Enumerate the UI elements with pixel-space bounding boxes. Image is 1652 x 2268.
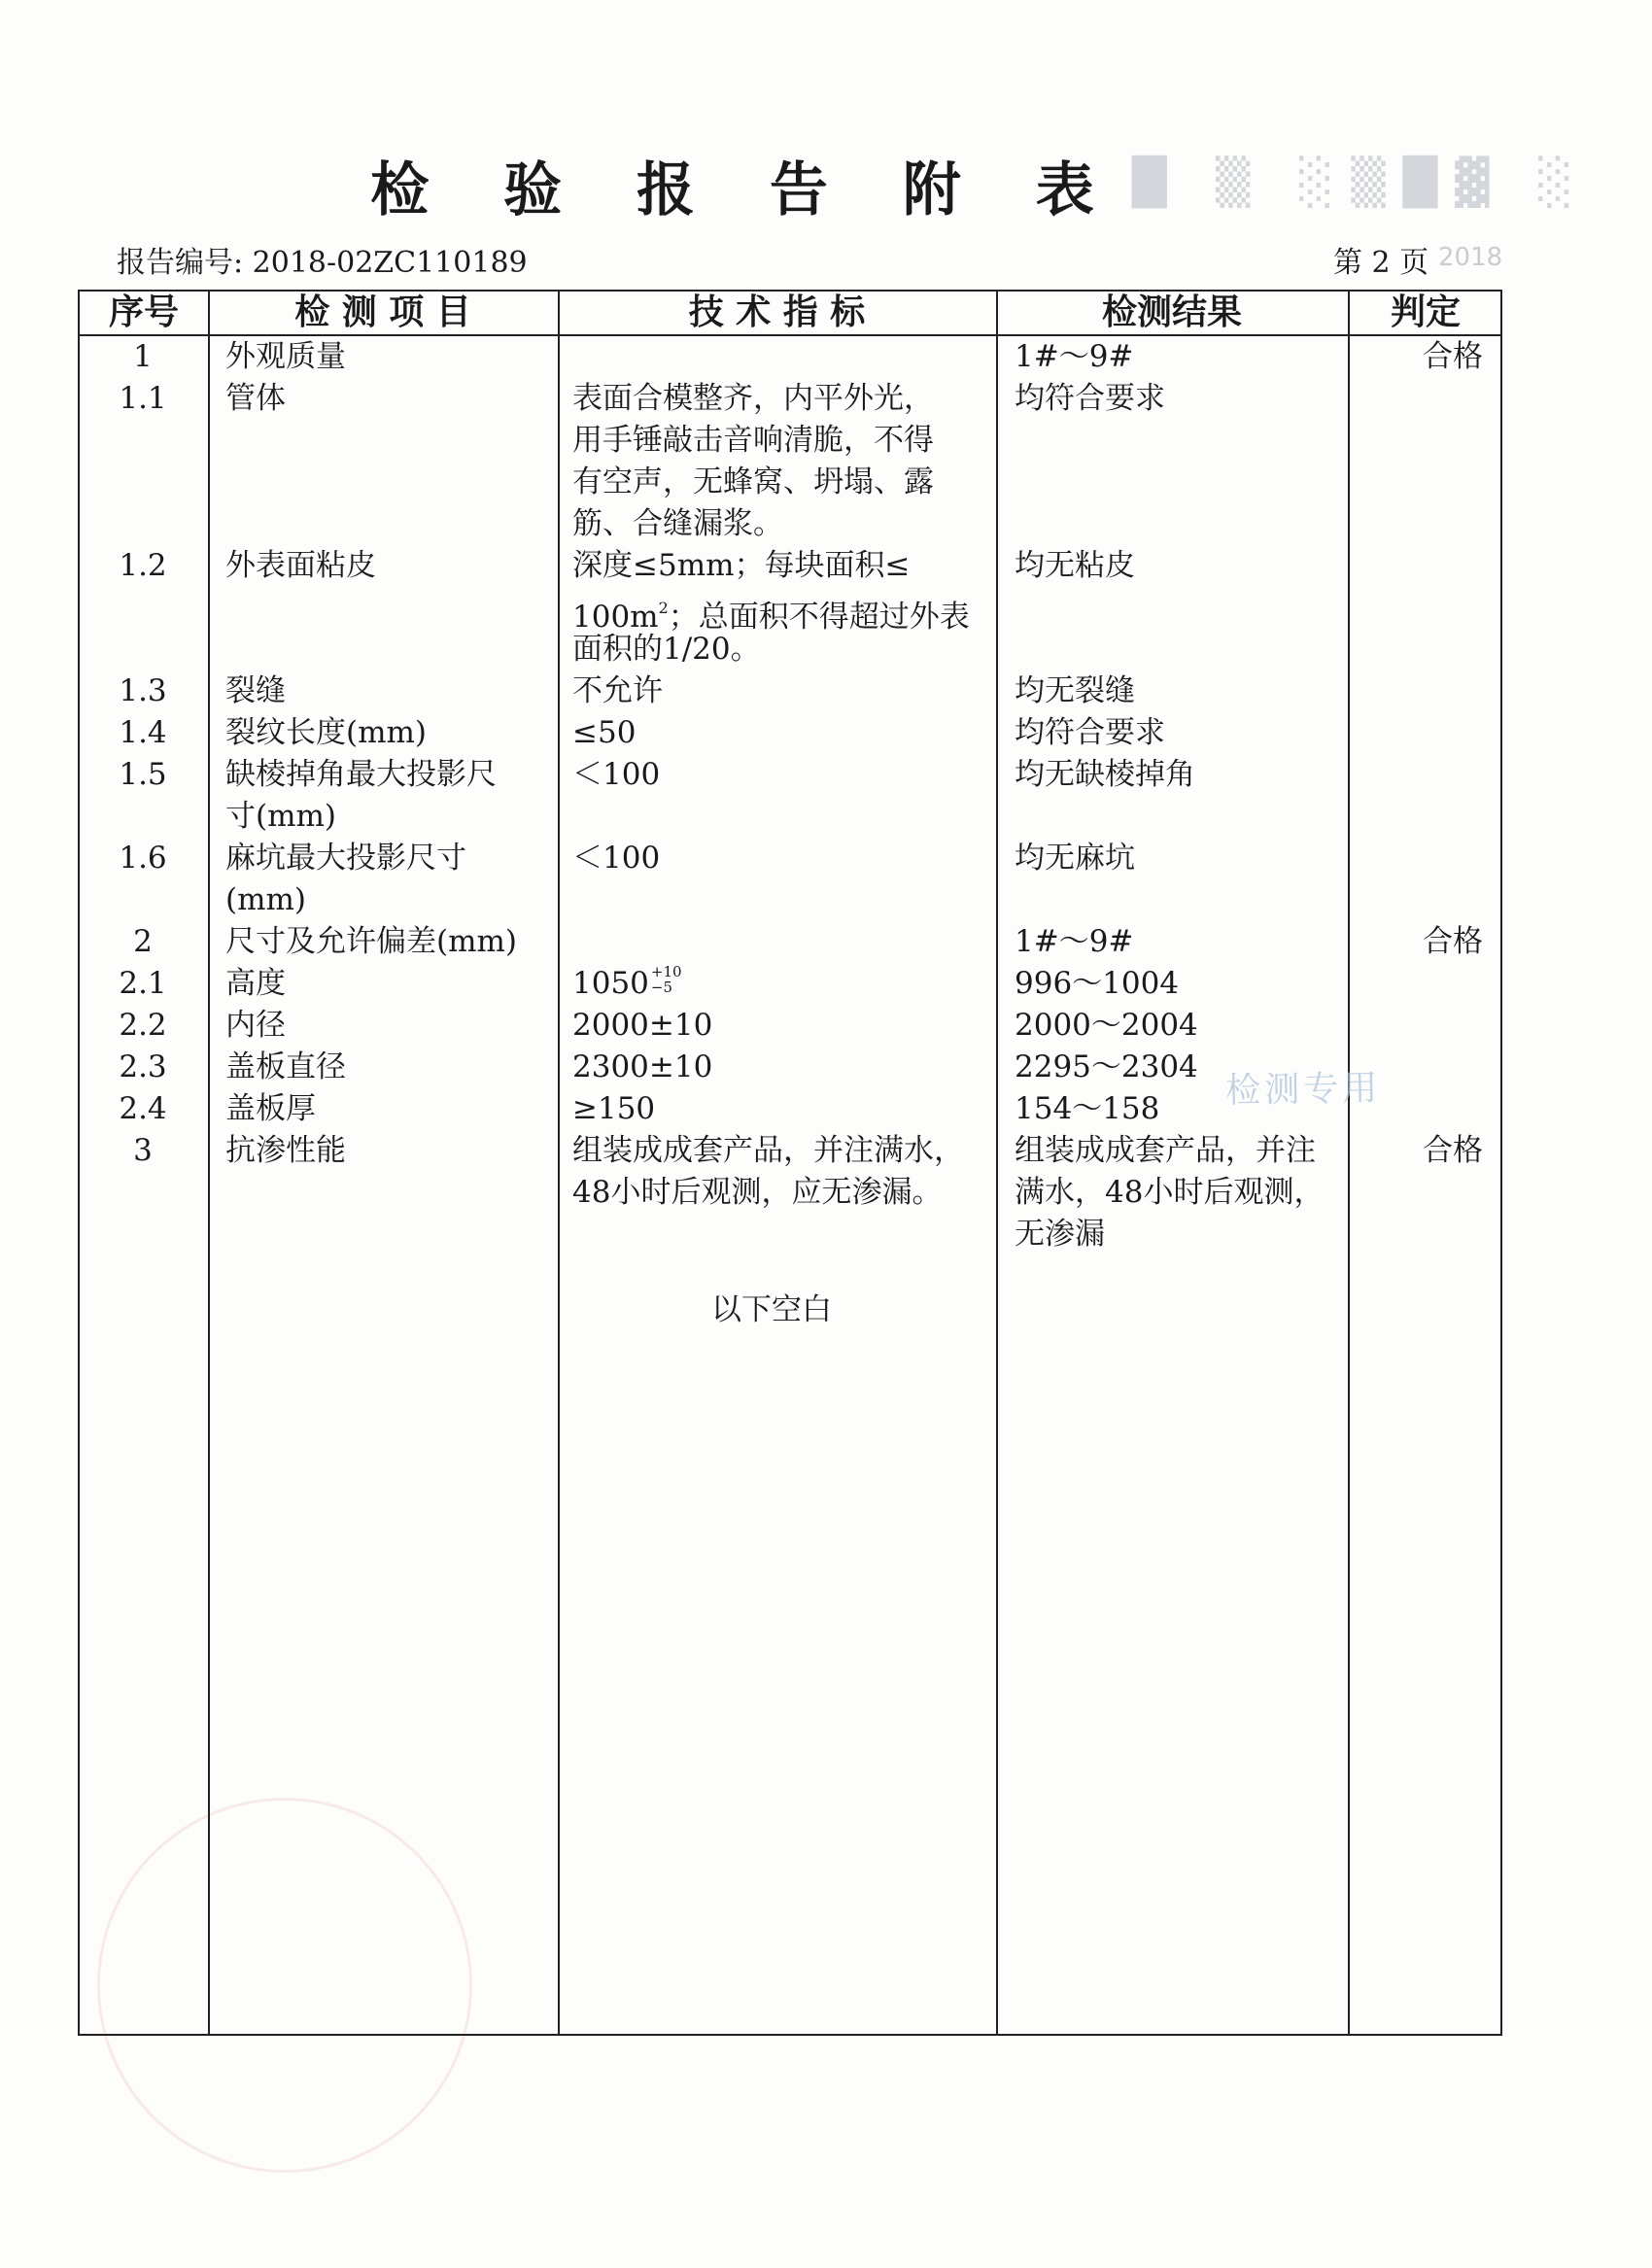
row-item: 管体 — [225, 381, 286, 416]
row-spec: 2000±10 — [572, 1008, 713, 1043]
row-result: 2295～2304 — [1015, 1049, 1198, 1084]
row-result-line: 无渗漏 — [1015, 1217, 1105, 1252]
column-divider — [208, 292, 210, 2034]
header-item: 检 测 项 目 — [294, 292, 471, 332]
row-item-line: 寸(mm) — [225, 799, 336, 834]
row-no: 1.2 — [119, 548, 167, 583]
row-result: 均无缺棱掉角 — [1015, 757, 1195, 792]
row-item: 外表面粘皮 — [225, 548, 376, 583]
row-no: 2.1 — [119, 966, 167, 1001]
row-no: 1.3 — [119, 673, 167, 708]
row-no: 1.5 — [119, 757, 167, 792]
blank-below-note: 以下空白 — [711, 1292, 832, 1327]
row-item: 尺寸及允许偏差(mm) — [225, 924, 517, 959]
header-judge: 判定 — [1390, 292, 1461, 332]
row-result: 均无麻坑 — [1015, 841, 1135, 876]
row-result: 均无裂缝 — [1015, 673, 1135, 708]
row-no: 1.6 — [119, 841, 167, 876]
faded-bleedthrough-text-2: 2018 — [1438, 243, 1503, 272]
row-judge: 合格 — [1423, 1133, 1483, 1168]
spec-area-rest: ；总面积不得超过外表 — [668, 600, 970, 635]
stamp-text: 检测专用 — [1224, 1068, 1382, 1112]
row-no: 2.2 — [119, 1008, 167, 1043]
row-spec-line: 筋、合缝漏浆。 — [572, 506, 783, 541]
row-judge: 合格 — [1423, 924, 1483, 959]
row-spec-line: 48小时后观测，应无渗漏。 — [572, 1175, 943, 1210]
row-result-line: 组装成成套产品，并注 — [1015, 1133, 1316, 1168]
row-spec-line: 组装成成套产品，并注满水， — [572, 1133, 964, 1168]
row-spec-line: 面积的1/20。 — [572, 632, 761, 667]
page-number: 第 2 页 — [1333, 246, 1429, 280]
row-item: 高度 — [225, 966, 286, 1001]
row-result: 均符合要求 — [1015, 715, 1165, 750]
row-result: 均无粘皮 — [1015, 548, 1135, 583]
row-spec: ≥150 — [572, 1091, 656, 1126]
row-judge: 合格 — [1423, 339, 1483, 374]
tolerance-minus: −5 — [650, 979, 673, 996]
row-spec: 不允许 — [572, 673, 663, 708]
row-no: 1.4 — [119, 715, 167, 750]
row-spec: 2300±10 — [572, 1049, 713, 1084]
tolerance-plus: +10 — [650, 963, 682, 980]
column-divider — [996, 292, 998, 2034]
row-item: 外观质量 — [225, 339, 346, 374]
row-no: 2.4 — [119, 1091, 167, 1126]
report-number: 报告编号: 2018-02ZC110189 — [117, 246, 528, 280]
row-item-line: 麻坑最大投影尺寸 — [225, 841, 466, 876]
faded-bleedthrough-text: █ ▒ ░▒█▓ ░ — [1132, 155, 1591, 208]
row-spec-line: 表面合模整齐，内平外光， — [572, 381, 934, 416]
row-item: 抗渗性能 — [225, 1133, 346, 1168]
faded-blue-stamp — [1225, 1046, 1481, 1216]
row-item: 裂纹长度(mm) — [225, 715, 427, 750]
row-result: 1#～9# — [1015, 339, 1134, 374]
row-item: 盖板厚 — [225, 1091, 316, 1126]
row-no: 2 — [133, 924, 153, 959]
row-spec — [572, 963, 682, 1005]
document-title: 检 验 报 告 附 表 — [370, 156, 1121, 224]
header-spec: 技 术 指 标 — [688, 292, 866, 332]
row-item: 盖板直径 — [225, 1049, 346, 1084]
row-result: 1#～9# — [1015, 924, 1134, 959]
row-no: 3 — [133, 1133, 153, 1168]
row-item-line: 缺棱掉角最大投影尺 — [225, 757, 497, 792]
row-item: 裂缝 — [225, 673, 286, 708]
row-item: 内径 — [225, 1008, 286, 1043]
row-item-line: (mm) — [225, 882, 306, 917]
row-no: 1 — [133, 339, 153, 374]
row-result-line: 满水，48小时后观测， — [1015, 1175, 1325, 1210]
row-spec-line: 有空声，无蜂窝、坍塌、露 — [572, 464, 934, 499]
row-result: 996～1004 — [1015, 966, 1180, 1001]
row-spec-line: 深度≤5mm；每块面积≤ — [572, 548, 911, 583]
row-spec: ≤50 — [572, 715, 637, 750]
header-result: 检测结果 — [1101, 292, 1242, 332]
spec-area-value: 100m — [572, 600, 659, 635]
row-result: 154～158 — [1015, 1091, 1160, 1126]
row-result: 2000～2004 — [1015, 1008, 1198, 1043]
row-spec: ＜100 — [572, 841, 661, 876]
tolerance-stack — [649, 963, 682, 996]
row-spec-line: 用手锤敲击音响清脆，不得 — [572, 423, 934, 458]
height-nominal: 1050 — [572, 966, 649, 1001]
column-divider — [558, 292, 560, 2034]
header-no: 序号 — [108, 292, 179, 332]
row-no: 2.3 — [119, 1049, 167, 1084]
superscript-2: 2 — [658, 599, 669, 617]
row-no: 1.1 — [119, 381, 167, 416]
row-spec: ＜100 — [572, 757, 661, 792]
row-result: 均符合要求 — [1015, 381, 1165, 416]
